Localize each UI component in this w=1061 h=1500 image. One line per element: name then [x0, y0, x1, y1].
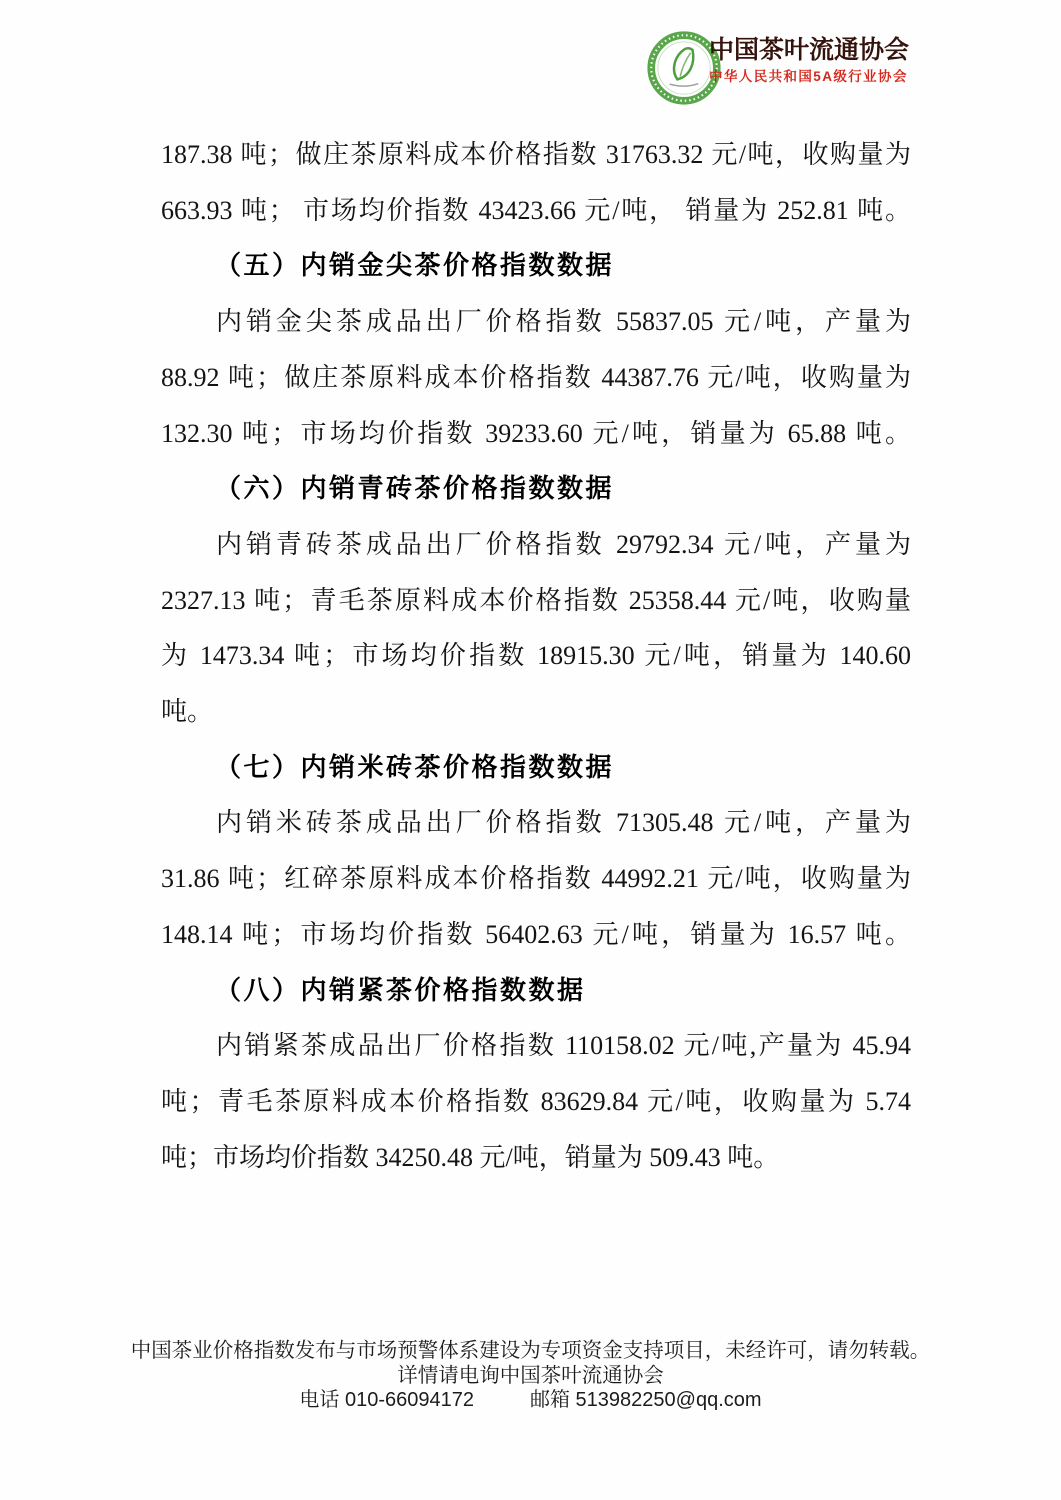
body-line: 为 1473.34 吨；市场均价指数 18915.30 元/吨，销量为 140.60: [161, 641, 911, 671]
footer-notice: 中国茶业价格指数发布与市场预警体系建设为专项资金支持项目，未经许可，请勿转载。: [130, 1340, 931, 1362]
footer-contact: 详情请电询中国茶叶流通协会: [397, 1364, 664, 1387]
footer: [0, 1339, 1061, 1413]
body-line: 吨；青毛茶原料成本价格指数 83629.84 元/吨，收购量为 5.74: [161, 1086, 911, 1116]
section-heading: （七）内销米砖茶价格指数数据: [215, 751, 615, 782]
body-line: 88.92 吨；做庄茶原料成本价格指数 44387.76 元/吨，收购量为: [161, 362, 911, 392]
body-line: 吨。: [161, 697, 214, 727]
body-line: 内销紧茶成品出厂价格指数 110158.02 元/吨,产量为 45.94: [216, 1031, 911, 1061]
document-lines: [161, 127, 911, 1185]
body-line: 148.14 吨；市场均价指数 56402.63 元/吨，销量为 16.57 吨。: [161, 919, 911, 949]
org-subtitle: 中华人民共和国5A级行业协会: [709, 69, 908, 84]
footer-phone-row: [0, 1388, 1061, 1413]
section-heading: （六）内销青砖茶价格指数数据: [215, 473, 615, 504]
body-line: 187.38 吨；做庄茶原料成本价格指数 31763.32 元/吨，收购量为: [161, 140, 911, 169]
body-line: 2327.13 吨；青毛茶原料成本价格指数 25358.44 元/吨，收购量: [161, 585, 911, 615]
body-line: 内销青砖茶成品出厂价格指数 29792.34 元/吨，产量为: [216, 529, 911, 559]
body-line: 663.93 吨； 市场均价指数 43423.66 元/吨， 销量为 252.81 吨。: [161, 195, 911, 225]
footer-email: 邮箱 513982250@qq.com: [530, 1389, 762, 1411]
section-heading: （五）内销金尖茶价格指数数据: [215, 250, 615, 281]
header: [646, 28, 911, 110]
org-name: 中国茶叶流通协会: [709, 37, 910, 64]
org-text-block: [709, 34, 911, 86]
section-heading: （八）内销紧茶价格指数数据: [215, 974, 586, 1005]
body-line: 吨；市场均价指数 34250.48 元/吨，销量为 509.43 吨。: [161, 1142, 780, 1172]
body-line: 内销金尖茶成品出厂价格指数 55837.05 元/吨，产量为: [216, 307, 911, 337]
body-line: 31.86 吨；红碎茶原料成本价格指数 44992.21 元/吨，收购量为: [161, 864, 911, 894]
footer-phone: 电话 010-66094172: [299, 1389, 474, 1411]
body-line: 内销米砖茶成品出厂价格指数 71305.48 元/吨，产量为: [216, 808, 911, 838]
body-line: 132.30 吨；市场均价指数 39233.60 元/吨，销量为 65.88 吨。: [161, 418, 911, 448]
